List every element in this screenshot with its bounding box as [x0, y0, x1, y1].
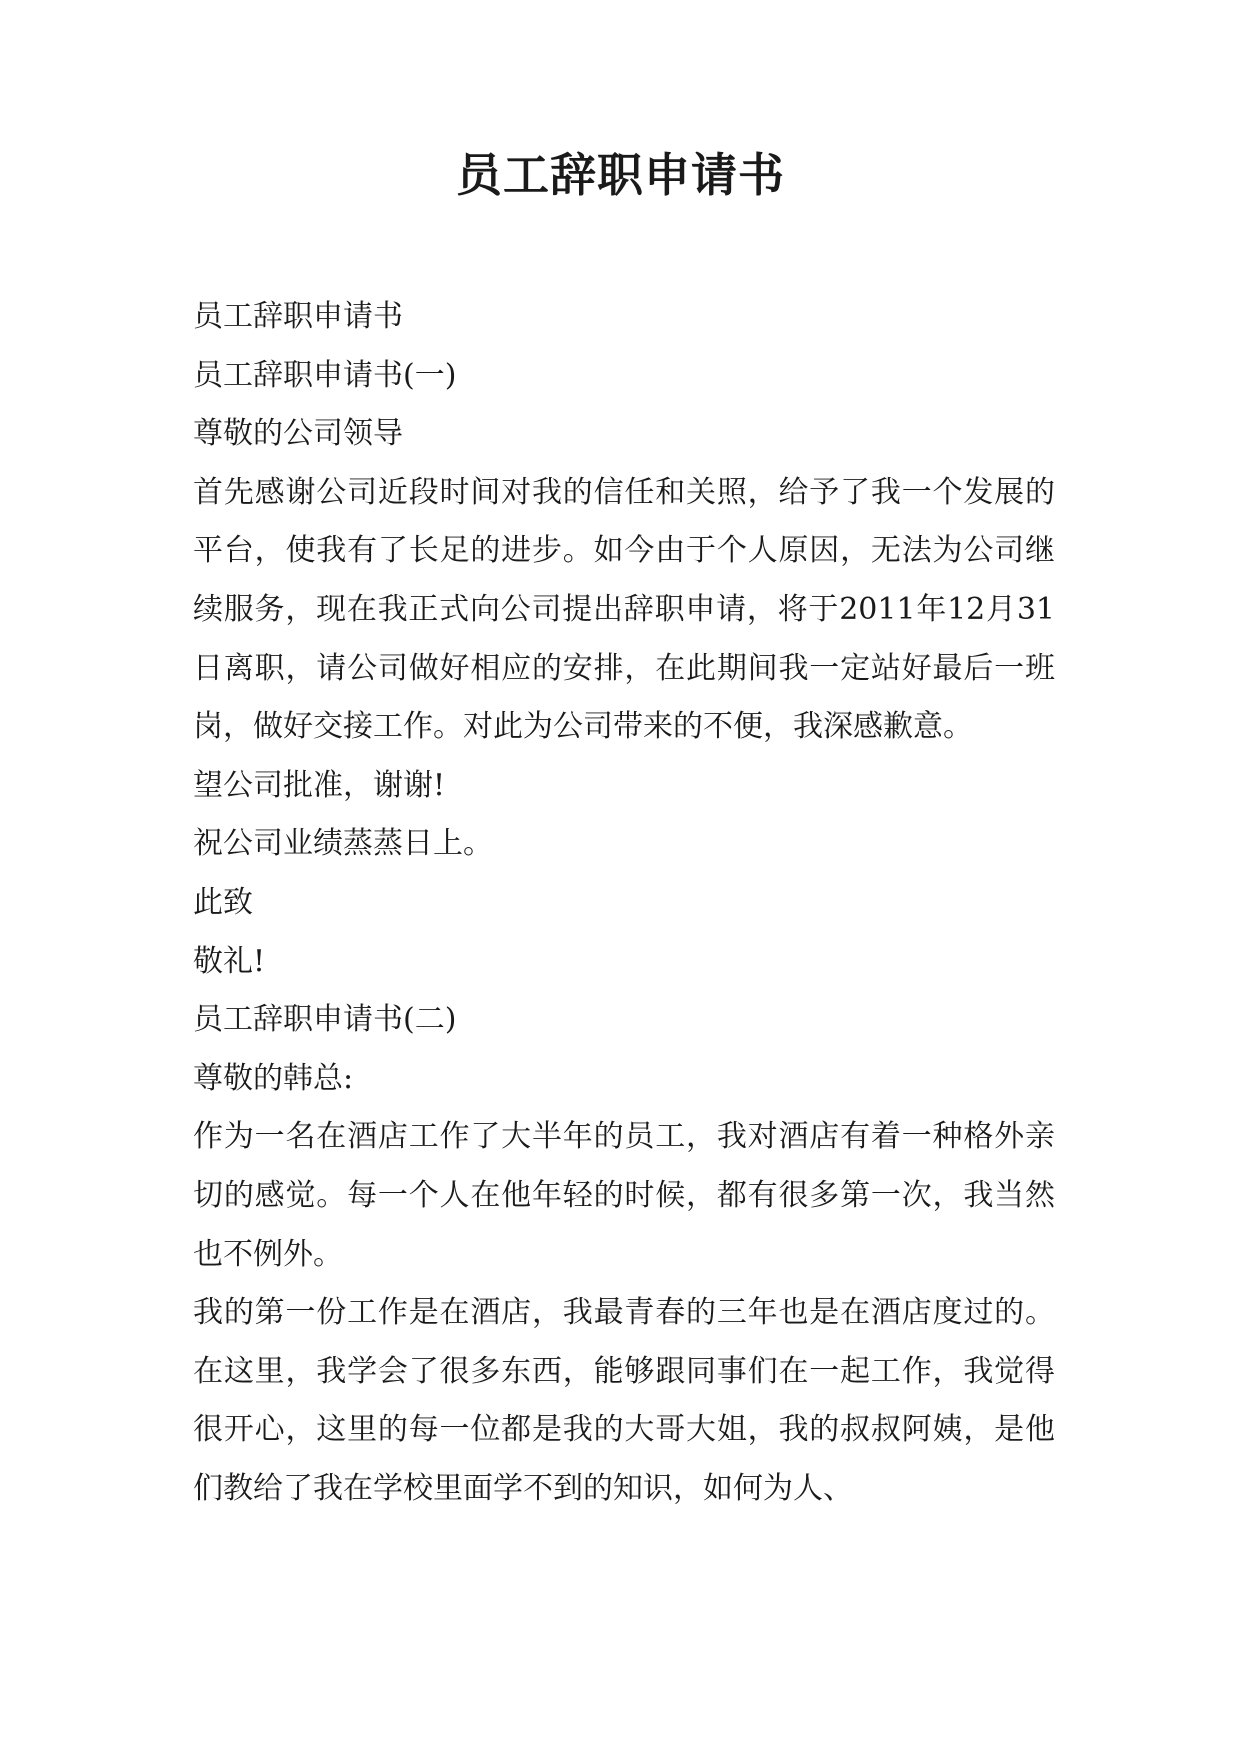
document-title: 员工辞职申请书	[456, 148, 785, 202]
paragraph-request: 望公司批准，谢谢!	[193, 767, 446, 803]
document-body	[193, 288, 1055, 1518]
paragraph-section-two-title: 员工辞职申请书(二)	[193, 1002, 457, 1038]
paragraph-body-one: 首先感谢公司近段时间对我的信任和关照，给予了我一个发展的平台，使我有了长足的进步。如今由于个人原因，无法为公司继续服务，现在我正式向公司提出辞职申请，将于2011年12月31日离职，请公司做好相应的安排，在此期间我一定站好最后一班岗，做好交接工作。对此为公司带来的不便，我深感歉意。	[193, 474, 1055, 745]
paragraph-wishes: 祝公司业绩蒸蒸日上。	[193, 826, 493, 862]
paragraph-body-two: 作为一名在酒店工作了大半年的员工，我对酒店有着一种格外亲切的感觉。每一个人在他年轻的时候，都有很多第一次，我当然也不例外。	[193, 1119, 1055, 1272]
paragraph-salutation-one: 尊敬的公司领导	[193, 416, 403, 452]
paragraph-closing-ci-zhi: 此致	[193, 884, 253, 920]
paragraph-closing-jing-li: 敬礼!	[193, 943, 266, 979]
paragraph-section-one-title: 员工辞职申请书(一)	[193, 357, 457, 393]
paragraph-body-three: 我的第一份工作是在酒店，我最青春的三年也是在酒店度过的。在这里，我学会了很多东西，能够跟同事们在一起工作，我觉得很开心，这里的每一位都是我的大哥大姐，我的叔叔阿姨，是他们教给了我在学校里面学不到的知识，如何为人、	[193, 1295, 1055, 1506]
paragraph-salutation-two: 尊敬的韩总:	[193, 1060, 354, 1096]
paragraph-heading: 员工辞职申请书	[193, 299, 403, 334]
